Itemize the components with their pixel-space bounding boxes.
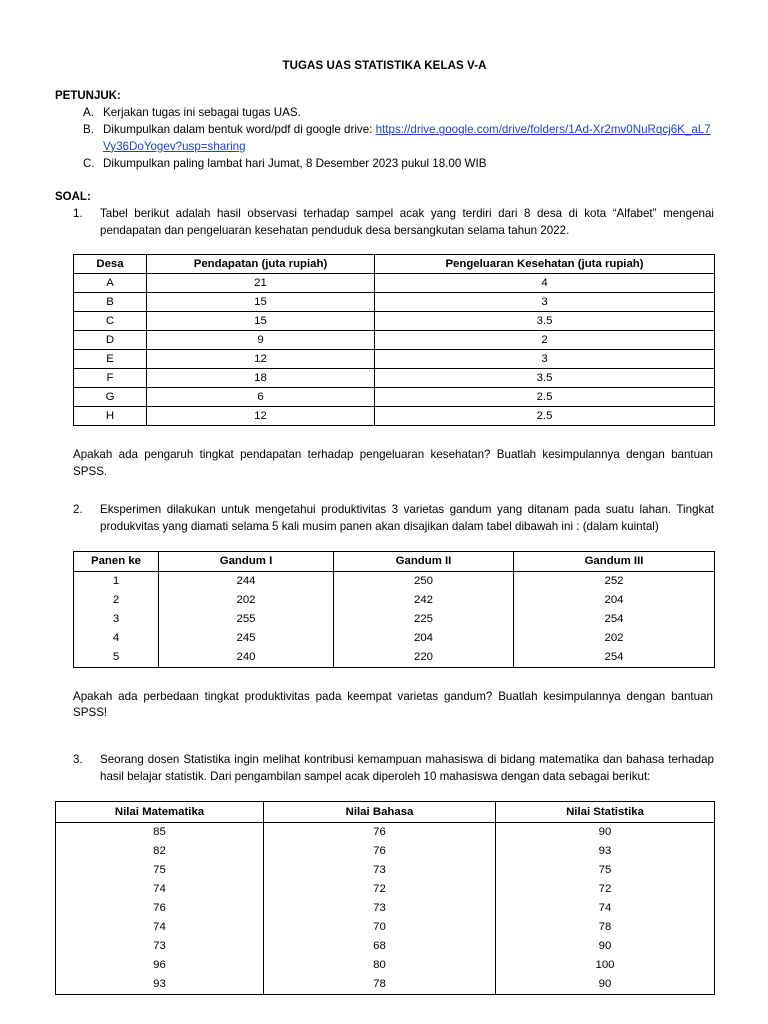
list-marker: 3.: [73, 753, 83, 767]
page-title: TUGAS UAS STATISTIKA KELAS V-A: [282, 60, 487, 72]
cell-desa: G: [74, 388, 147, 407]
cell-desa: H: [74, 407, 147, 426]
instruction-item-c: [55, 156, 714, 172]
problem-2-followup: Apakah ada perbedaan tingkat produktivitas pada keempat varietas gandum? Buatlah kesimpulannya dengan bantuan SPSS!: [73, 689, 713, 720]
list-marker: 2.: [73, 503, 83, 516]
cell-nilai-bahasa: 78: [264, 975, 496, 995]
cell-gandum-3: 204: [514, 591, 715, 610]
table-header-row: [74, 255, 715, 274]
cell-nilai-matematika: 93: [153, 978, 166, 991]
table-row: [56, 880, 715, 899]
cell-desa: A: [74, 274, 147, 293]
cell-nilai-matematika: 75: [153, 864, 166, 877]
list-marker: 1.: [73, 206, 83, 220]
cell-panen-ke: 2: [112, 593, 120, 606]
cell-nilai-statistika: 75: [496, 861, 715, 880]
list-marker: B.: [83, 123, 94, 137]
cell-gandum-3: 252: [514, 571, 715, 591]
cell-gandum-2: 242: [334, 591, 514, 610]
cell-gandum-1: 202: [159, 591, 334, 610]
cell-nilai-bahasa: 72: [264, 880, 496, 899]
cell-nilai-matematika: 73: [153, 940, 166, 953]
cell-pendapatan: 12: [147, 407, 375, 426]
instruction-item-a: [55, 105, 714, 121]
cell-gandum-2: 250: [334, 571, 514, 591]
table-row: [74, 629, 715, 648]
instruction-text: Dikumpulkan paling lambat hari Jumat, 8 Desember 2023 pukul 18.00 WIB: [103, 157, 487, 171]
cell-pengeluaran: 4: [375, 274, 715, 293]
column-header-desa: Desa: [74, 255, 147, 274]
cell-nilai-matematika: 76: [153, 902, 166, 915]
table-row: [56, 861, 715, 880]
table-pendapatan-pengeluaran: [73, 254, 715, 426]
problem-item-2: [55, 502, 714, 536]
cell-nilai-matematika: 96: [153, 959, 166, 972]
table-row: [56, 842, 715, 861]
table-row: [74, 369, 715, 388]
cell-gandum-3: 254: [514, 648, 715, 668]
cell-pengeluaran: 2.5: [375, 388, 715, 407]
problem-3-wrapper: [55, 752, 714, 786]
cell-nilai-statistika: 90: [496, 975, 715, 995]
instructions-heading: PETUNJUK:: [55, 90, 121, 102]
cell-gandum-1: 244: [159, 571, 334, 591]
column-header-gandum-2: Gandum II: [334, 551, 514, 571]
column-header-nilai-statistika: Nilai Statistika: [496, 801, 715, 822]
table-header-row: [74, 551, 715, 571]
problem-1-followup: Apakah ada pengaruh tingkat pendapatan terhadap pengeluaran kesehatan? Buatlah kesimpulannya dengan bantuan SPSS.: [73, 448, 713, 479]
cell-gandum-2: 204: [334, 629, 514, 648]
cell-desa: C: [74, 312, 147, 331]
instruction-item-b: [55, 122, 714, 155]
google-drive-link[interactable]: https://drive.google.com/drive/folders/1Ad-Xr2mv0NuRqcj6K_aL7Vy36DoYogev?usp=sharing: [103, 123, 711, 153]
cell-nilai-matematika: 82: [153, 845, 166, 858]
instruction-text: Kerjakan tugas ini sebagai tugas UAS.: [103, 106, 301, 119]
problem-2-wrapper: [55, 502, 714, 536]
cell-nilai-statistika: 74: [496, 899, 715, 918]
table-nilai-mahasiswa: [55, 801, 715, 995]
cell-nilai-bahasa: 73: [264, 861, 496, 880]
column-header-panen-ke: Panen ke: [74, 551, 159, 571]
table-row: [56, 918, 715, 937]
cell-gandum-1: 255: [159, 610, 334, 629]
cell-pendapatan: 15: [147, 293, 375, 312]
table-row: [74, 648, 715, 668]
table-gandum-produktivitas: [73, 551, 715, 668]
cell-gandum-2: 220: [334, 648, 514, 668]
column-header-nilai-bahasa: Nilai Bahasa: [264, 801, 496, 822]
problems-heading: SOAL:: [55, 190, 91, 203]
table-row: [56, 956, 715, 975]
cell-nilai-bahasa: 76: [264, 842, 496, 861]
column-header-pendapatan: Pendapatan (juta rupiah): [147, 255, 375, 274]
cell-pendapatan: 9: [147, 331, 375, 350]
cell-nilai-bahasa: 76: [264, 822, 496, 842]
table-row: [74, 610, 715, 629]
table-row: [56, 899, 715, 918]
column-header-pengeluaran: Pengeluaran Kesehatan (juta rupiah): [375, 255, 715, 274]
table-row: [56, 937, 715, 956]
table-row: [74, 293, 715, 312]
cell-pendapatan: 15: [147, 312, 375, 331]
column-header-gandum-1: Gandum I: [159, 551, 334, 571]
column-header-nilai-matematika: Nilai Matematika: [56, 801, 264, 822]
problem-text: Seorang dosen Statistika ingin melihat kontribusi kemampuan mahasiswa di bidang matematika dan bahasa terhadap hasil belajar statistik. Dari pengambilan sampel acak diperoleh 10 mahasiswa dengan data sebagai berikut:: [100, 753, 714, 783]
cell-pendapatan: 12: [147, 350, 375, 369]
problem-item-3: [55, 752, 714, 786]
instruction-text: Dikumpulkan dalam bentuk word/pdf di google drive:: [103, 123, 376, 137]
cell-nilai-statistika: 78: [496, 918, 715, 937]
cell-nilai-matematika: 74: [153, 921, 166, 934]
cell-nilai-bahasa: 73: [264, 899, 496, 918]
cell-pendapatan: 6: [147, 388, 375, 407]
cell-panen-ke: 5: [112, 650, 120, 663]
cell-nilai-statistika: 90: [496, 822, 715, 842]
cell-panen-ke: 1: [112, 574, 120, 587]
cell-nilai-bahasa: 68: [264, 937, 496, 956]
cell-gandum-1: 245: [159, 629, 334, 648]
cell-nilai-matematika: 85: [153, 826, 166, 839]
cell-desa: F: [74, 369, 147, 388]
cell-gandum-3: 202: [514, 629, 715, 648]
table-row: [74, 350, 715, 369]
cell-nilai-statistika: 90: [496, 937, 715, 956]
cell-gandum-1: 240: [159, 648, 334, 668]
cell-nilai-bahasa: 80: [264, 956, 496, 975]
cell-pengeluaran: 2.5: [375, 407, 715, 426]
table-row: [74, 407, 715, 426]
cell-desa: E: [74, 350, 147, 369]
table-row: [56, 822, 715, 842]
cell-pengeluaran: 2: [375, 331, 715, 350]
cell-pengeluaran: 3.5: [375, 369, 715, 388]
cell-panen-ke: 4: [112, 631, 120, 644]
table-row: [74, 331, 715, 350]
cell-pendapatan: 18: [147, 369, 375, 388]
cell-panen-ke: 3: [112, 612, 120, 625]
cell-pengeluaran: 3: [375, 350, 715, 369]
table-row: [74, 312, 715, 331]
cell-gandum-2: 225: [334, 610, 514, 629]
cell-nilai-bahasa: 70: [264, 918, 496, 937]
problems-list: [55, 206, 714, 240]
problem-text: Tabel berikut adalah hasil observasi terhadap sampel acak yang terdiri dari 8 desa di kota “Alfabet” mengenai pendapatan dan pengeluaran kesehatan penduduk desa bersangkutan selama tahun 2022.: [100, 206, 714, 237]
cell-desa: B: [74, 293, 147, 312]
problem-item-1: [55, 206, 714, 240]
table-row: [56, 975, 715, 995]
cell-nilai-statistika: 100: [496, 956, 715, 975]
table-header-row: [56, 801, 715, 822]
cell-desa: D: [74, 331, 147, 350]
column-header-gandum-3: Gandum III: [514, 551, 715, 571]
cell-pendapatan: 21: [147, 274, 375, 293]
cell-nilai-matematika: 74: [153, 883, 166, 896]
cell-gandum-3: 254: [514, 610, 715, 629]
cell-nilai-statistika: 72: [496, 880, 715, 899]
table-row: [74, 571, 715, 591]
table-row: [74, 388, 715, 407]
table-row: [74, 591, 715, 610]
list-marker: C.: [83, 157, 95, 171]
cell-nilai-statistika: 93: [496, 842, 715, 861]
table-row: [74, 274, 715, 293]
cell-pengeluaran: 3: [375, 293, 715, 312]
problem-text: Eksperimen dilakukan untuk mengetahui produktivitas 3 varietas gandum yang ditanam pada suatu lahan. Tingkat produkvitas yang diamati selama 5 kali musim panen akan disajikan dalam tabel dibawah ini : (dalam kuintal): [100, 503, 714, 533]
cell-pengeluaran: 3.5: [375, 312, 715, 331]
list-marker: A.: [83, 106, 94, 119]
instructions-list: [55, 105, 714, 173]
